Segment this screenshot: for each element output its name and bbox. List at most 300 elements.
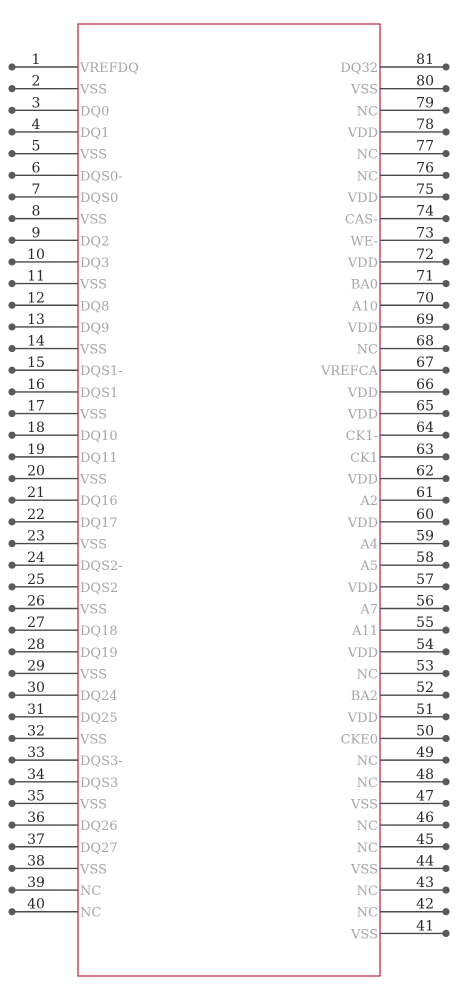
pin-number: 9	[31, 225, 41, 242]
left-pin	[8, 788, 107, 812]
pin-endpoint-dot	[8, 215, 15, 222]
pin-endpoint-dot	[442, 345, 449, 352]
pin-endpoint-dot	[442, 648, 449, 655]
pin-name-label: VDD	[347, 385, 378, 401]
left-pin	[8, 225, 109, 249]
pin-name-label: VSS	[80, 732, 107, 748]
pin-number: 46	[416, 810, 434, 827]
pin-number: 62	[416, 463, 434, 480]
pin-endpoint-dot	[442, 410, 449, 417]
pin-number: 16	[27, 376, 45, 393]
left-pin	[8, 312, 109, 336]
right-pin	[351, 269, 450, 293]
pin-name-label: DQ11	[80, 450, 118, 466]
pin-number: 71	[416, 268, 434, 285]
pin-name-label: A4	[360, 537, 378, 553]
pin-endpoint-dot	[442, 583, 449, 590]
pin-endpoint-dot	[8, 258, 15, 265]
pin-name-label: DQS0-	[80, 169, 123, 185]
right-pin	[350, 918, 450, 942]
left-pin	[8, 875, 101, 899]
pin-name-label: DQ0	[80, 104, 110, 120]
pin-endpoint-dot	[442, 302, 449, 309]
right-pin	[340, 52, 449, 76]
pin-name-label: NC	[80, 884, 102, 900]
pin-name-label: VSS	[80, 342, 107, 358]
left-pin	[8, 117, 109, 141]
pin-number: 49	[416, 745, 434, 762]
pin-endpoint-dot	[442, 85, 449, 92]
pin-number: 33	[27, 745, 45, 762]
pin-endpoint-dot	[8, 757, 15, 764]
pin-number: 81	[416, 52, 434, 68]
pin-number: 24	[27, 550, 45, 567]
pin-endpoint-dot	[8, 475, 15, 482]
pin-number: 65	[416, 398, 434, 415]
pin-number: 13	[27, 311, 45, 328]
pin-endpoint-dot	[8, 172, 15, 179]
left-pin	[8, 182, 118, 206]
pin-name-label: VSS	[80, 602, 107, 618]
pin-name-label: VREFDQ	[80, 61, 139, 76]
right-pin	[359, 485, 449, 509]
pin-name-label: BA0	[350, 277, 378, 293]
pin-name-label: BA2	[350, 689, 378, 705]
pin-name-label: DQ3	[80, 255, 110, 271]
pin-endpoint-dot	[8, 302, 15, 309]
pin-number: 56	[416, 593, 434, 610]
pin-number: 23	[27, 528, 45, 545]
pin-number: 26	[27, 593, 45, 610]
pin-number: 43	[416, 875, 434, 892]
left-pin	[8, 204, 107, 228]
pin-name-label: DQS2	[80, 580, 119, 596]
right-pin	[350, 442, 450, 466]
pin-endpoint-dot	[442, 453, 449, 460]
pin-endpoint-dot	[8, 63, 15, 70]
pin-number: 32	[27, 723, 45, 740]
pin-number: 28	[27, 636, 45, 653]
pin-endpoint-dot	[442, 497, 449, 504]
pin-endpoint-dot	[8, 562, 15, 569]
pin-number: 58	[416, 550, 434, 567]
pin-name-label: NC	[356, 147, 378, 163]
right-pin	[357, 897, 450, 921]
pin-number: 80	[416, 73, 434, 90]
pin-name-label: DQS3	[80, 775, 119, 791]
left-pin	[8, 247, 109, 271]
right-pin	[347, 117, 450, 141]
pin-number: 31	[27, 701, 45, 718]
pin-endpoint-dot	[442, 670, 449, 677]
pin-name-label: DQS1-	[80, 364, 123, 380]
pin-name-label: VSS	[80, 277, 107, 293]
pin-number: 19	[27, 441, 45, 458]
pin-number: 63	[416, 441, 434, 458]
pin-endpoint-dot	[442, 323, 449, 330]
pin-number: 53	[416, 658, 434, 675]
pin-endpoint-dot	[442, 908, 449, 915]
pin-endpoint-dot	[8, 843, 15, 850]
pin-endpoint-dot	[442, 150, 449, 157]
right-pin	[320, 355, 450, 379]
left-pin	[8, 615, 117, 639]
pin-number: 69	[416, 311, 434, 328]
left-pin	[8, 420, 117, 444]
pin-endpoint-dot	[8, 605, 15, 612]
pin-endpoint-dot	[8, 583, 15, 590]
right-pin	[357, 745, 450, 769]
left-pin	[8, 464, 107, 488]
pin-name-label: VSS	[80, 537, 107, 553]
pin-endpoint-dot	[442, 843, 449, 850]
pin-endpoint-dot	[8, 778, 15, 785]
pin-name-label: DQ8	[80, 299, 110, 315]
right-pin	[347, 637, 450, 661]
pin-number: 29	[27, 658, 45, 675]
pin-endpoint-dot	[442, 735, 449, 742]
pin-endpoint-dot	[442, 63, 449, 70]
pin-name-label: VDD	[347, 125, 378, 141]
pin-endpoint-dot	[8, 85, 15, 92]
pin-endpoint-dot	[8, 518, 15, 525]
left-pin	[8, 810, 117, 834]
ic-body-outline	[78, 24, 380, 976]
right-pin	[359, 550, 449, 574]
left-pin	[8, 355, 122, 379]
pin-endpoint-dot	[8, 800, 15, 807]
right-pin	[350, 74, 450, 98]
pin-name-label: DQ25	[80, 710, 118, 726]
pin-endpoint-dot	[8, 128, 15, 135]
left-pin	[8, 702, 117, 726]
pin-number: 20	[27, 463, 45, 480]
pin-number: 6	[31, 160, 41, 177]
pin-name-label: DQ16	[80, 494, 118, 510]
left-pin	[8, 658, 107, 682]
pin-number: 44	[416, 853, 434, 870]
pin-endpoint-dot	[8, 237, 15, 244]
pin-endpoint-dot	[442, 713, 449, 720]
right-pin	[351, 615, 450, 639]
pin-name-label: NC	[356, 905, 378, 921]
right-pin	[351, 225, 450, 249]
pin-number: 21	[27, 485, 45, 502]
pin-endpoint-dot	[442, 258, 449, 265]
pin-number: 42	[416, 896, 434, 913]
pin-endpoint-dot	[442, 822, 449, 829]
left-pin	[8, 572, 118, 596]
pin-endpoint-dot	[8, 627, 15, 634]
pin-name-label: VSS	[351, 82, 378, 98]
pin-name-label: DQ26	[80, 819, 118, 835]
pin-name-label: VSS	[80, 667, 107, 683]
pin-endpoint-dot	[8, 497, 15, 504]
right-pin	[357, 658, 450, 682]
pin-name-label: VDD	[347, 407, 378, 423]
pin-number: 30	[27, 680, 45, 697]
pin-name-label: VDD	[347, 320, 378, 336]
pin-name-label: DQ19	[80, 645, 118, 661]
pin-name-label: DQS2-	[80, 559, 123, 575]
left-pin	[8, 680, 117, 704]
pin-endpoint-dot	[8, 150, 15, 157]
pin-name-label: VSS	[80, 212, 107, 228]
right-pin	[345, 204, 450, 228]
pin-number: 5	[31, 138, 41, 155]
left-pin	[8, 594, 107, 618]
left-pin	[8, 529, 107, 553]
pin-endpoint-dot	[442, 172, 449, 179]
pin-number: 68	[416, 333, 434, 350]
pin-number: 54	[416, 636, 434, 653]
right-pin	[359, 529, 449, 553]
pin-endpoint-dot	[8, 865, 15, 872]
pin-endpoint-dot	[442, 930, 449, 937]
left-pin	[8, 74, 107, 98]
pin-endpoint-dot	[442, 388, 449, 395]
pin-name-label: DQ10	[80, 429, 118, 445]
pin-name-label: DQ32	[340, 61, 378, 76]
pin-name-label: NC	[356, 754, 378, 770]
pin-number: 1	[31, 52, 41, 68]
pin-number: 59	[416, 528, 434, 545]
pin-endpoint-dot	[442, 886, 449, 893]
left-pin	[8, 767, 118, 791]
pin-name-label: DQS3-	[80, 754, 123, 770]
pin-name-label: A5	[360, 559, 378, 575]
right-pin	[347, 572, 450, 596]
pin-number: 37	[27, 831, 45, 848]
pin-name-label: VSS	[351, 862, 378, 878]
pin-endpoint-dot	[442, 475, 449, 482]
pin-endpoint-dot	[442, 757, 449, 764]
pin-name-label: VDD	[347, 472, 378, 488]
pin-endpoint-dot	[442, 107, 449, 114]
pin-number: 72	[416, 246, 434, 263]
pin-name-label: DQ17	[80, 515, 118, 531]
pin-endpoint-dot	[8, 453, 15, 460]
pin-name-label: DQS1	[80, 385, 119, 401]
right-pin	[351, 290, 450, 314]
pin-endpoint-dot	[442, 562, 449, 569]
pin-name-label: VDD	[347, 580, 378, 596]
right-pin	[347, 507, 450, 531]
pin-number: 12	[27, 290, 45, 307]
left-pin	[8, 723, 107, 747]
pin-number: 45	[416, 831, 434, 848]
pin-endpoint-dot	[442, 800, 449, 807]
pin-endpoint-dot	[8, 670, 15, 677]
pin-number: 2	[31, 73, 41, 90]
pin-number: 35	[27, 788, 45, 805]
pin-number: 8	[31, 203, 41, 220]
pin-number: 3	[31, 95, 41, 112]
pin-endpoint-dot	[8, 367, 15, 374]
right-pin	[357, 139, 450, 163]
pin-number: 77	[416, 138, 434, 155]
pin-name-label: VSS	[80, 407, 107, 423]
left-pin	[8, 832, 117, 856]
pin-name-label: DQ27	[80, 840, 118, 856]
right-pin	[347, 247, 450, 271]
pin-number: 22	[27, 506, 45, 523]
pin-name-label: NC	[356, 884, 378, 900]
right-pin	[350, 853, 450, 877]
pin-name-label: CK1-	[345, 429, 378, 445]
pin-name-label: VREFCA	[320, 364, 378, 380]
pin-number: 48	[416, 766, 434, 783]
pin-name-label: DQ2	[80, 234, 110, 250]
pin-name-label: DQS0	[80, 190, 119, 206]
pin-endpoint-dot	[8, 735, 15, 742]
pin-number: 15	[27, 355, 45, 372]
left-pin	[8, 334, 107, 358]
right-pin	[347, 182, 450, 206]
pin-name-label: VDD	[347, 255, 378, 271]
pin-endpoint-dot	[442, 128, 449, 135]
pin-number: 40	[27, 896, 45, 913]
pin-name-label: DQ18	[80, 624, 118, 640]
pin-number: 75	[416, 181, 434, 198]
pin-name-label: NC	[356, 819, 378, 835]
pin-name-label: VSS	[351, 797, 378, 813]
pin-number: 52	[416, 680, 434, 697]
pin-endpoint-dot	[442, 215, 449, 222]
pin-number: 74	[416, 203, 434, 220]
pin-endpoint-dot	[442, 432, 449, 439]
pin-number: 55	[416, 615, 434, 632]
right-pin	[347, 312, 450, 336]
pin-number: 64	[416, 420, 434, 437]
pin-endpoint-dot	[442, 518, 449, 525]
pin-number: 34	[27, 766, 45, 783]
left-pin	[8, 745, 122, 769]
pin-endpoint-dot	[8, 886, 15, 893]
pin-endpoint-dot	[442, 540, 449, 547]
pin-number: 39	[27, 875, 45, 892]
left-pin	[8, 853, 107, 877]
pin-name-label: VSS	[80, 862, 107, 878]
pin-endpoint-dot	[442, 692, 449, 699]
pin-name-label: CKE0	[340, 732, 378, 748]
pin-name-label: CK1	[350, 450, 378, 466]
pin-number: 36	[27, 810, 45, 827]
pin-name-label: DQ24	[80, 689, 118, 705]
pin-number: 61	[416, 485, 434, 502]
pin-endpoint-dot	[442, 605, 449, 612]
right-pin	[359, 594, 449, 618]
pin-endpoint-dot	[8, 323, 15, 330]
pin-number: 18	[27, 420, 45, 437]
pin-name-label: NC	[356, 342, 378, 358]
pin-number: 25	[27, 571, 45, 588]
pin-number: 57	[416, 571, 434, 588]
left-pin	[8, 52, 138, 76]
pin-name-label: VSS	[80, 472, 107, 488]
right-pin	[357, 810, 450, 834]
right-pin	[347, 399, 450, 423]
pin-endpoint-dot	[8, 908, 15, 915]
pin-name-label: NC	[356, 104, 378, 120]
pin-number: 76	[416, 160, 434, 177]
pin-endpoint-dot	[8, 193, 15, 200]
pin-number: 4	[31, 116, 41, 133]
pin-name-label: DQ1	[80, 125, 110, 141]
right-pin	[357, 334, 450, 358]
left-pin	[8, 399, 107, 423]
pin-name-label: VSS	[80, 147, 107, 163]
pin-number: 11	[27, 268, 45, 285]
pin-name-label: NC	[356, 840, 378, 856]
right-pin	[357, 95, 450, 119]
pin-number: 38	[27, 853, 45, 870]
right-pin	[346, 420, 450, 444]
pin-name-label: VSS	[80, 797, 107, 813]
pin-number: 67	[416, 355, 434, 372]
right-pin	[347, 702, 450, 726]
pin-endpoint-dot	[8, 388, 15, 395]
right-pin	[347, 377, 450, 401]
right-pin	[357, 875, 450, 899]
right-pin	[350, 788, 450, 812]
pin-endpoint-dot	[442, 193, 449, 200]
left-pin	[8, 485, 117, 509]
pin-endpoint-dot	[8, 692, 15, 699]
pin-number: 27	[27, 615, 45, 632]
right-pin	[357, 832, 450, 856]
pin-number: 10	[27, 246, 45, 263]
pin-endpoint-dot	[442, 627, 449, 634]
pin-endpoint-dot	[8, 345, 15, 352]
left-pin	[8, 637, 117, 661]
left-pin	[8, 550, 122, 574]
left-pin-group	[8, 52, 138, 921]
pin-endpoint-dot	[442, 237, 449, 244]
pin-number: 73	[416, 225, 434, 242]
pin-name-label: CAS-	[344, 212, 378, 228]
pin-endpoint-dot	[442, 280, 449, 287]
pin-endpoint-dot	[8, 410, 15, 417]
left-pin	[8, 377, 118, 401]
pin-name-label: VSS	[351, 927, 378, 943]
pin-name-label: A2	[360, 494, 378, 510]
right-pin	[347, 464, 450, 488]
left-pin	[8, 160, 122, 184]
left-pin	[8, 139, 107, 163]
pin-number: 78	[416, 116, 434, 133]
left-pin	[8, 290, 109, 314]
right-pin	[357, 767, 450, 791]
pin-name-label: VDD	[347, 645, 378, 661]
pin-number: 50	[416, 723, 434, 740]
pin-name-label: WE-	[350, 234, 378, 250]
pin-name-label: VDD	[347, 190, 378, 206]
pin-number: 60	[416, 506, 434, 523]
pin-endpoint-dot	[8, 107, 15, 114]
pin-number: 70	[416, 290, 434, 307]
pin-endpoint-dot	[8, 822, 15, 829]
left-pin	[8, 897, 101, 921]
pin-endpoint-dot	[442, 778, 449, 785]
pin-name-label: A10	[352, 299, 378, 315]
pin-number: 79	[416, 95, 434, 112]
pin-endpoint-dot	[8, 648, 15, 655]
pin-name-label: NC	[356, 169, 378, 185]
pin-name-label: A11	[352, 624, 378, 640]
pin-number: 51	[416, 701, 434, 718]
right-pin	[341, 723, 450, 747]
